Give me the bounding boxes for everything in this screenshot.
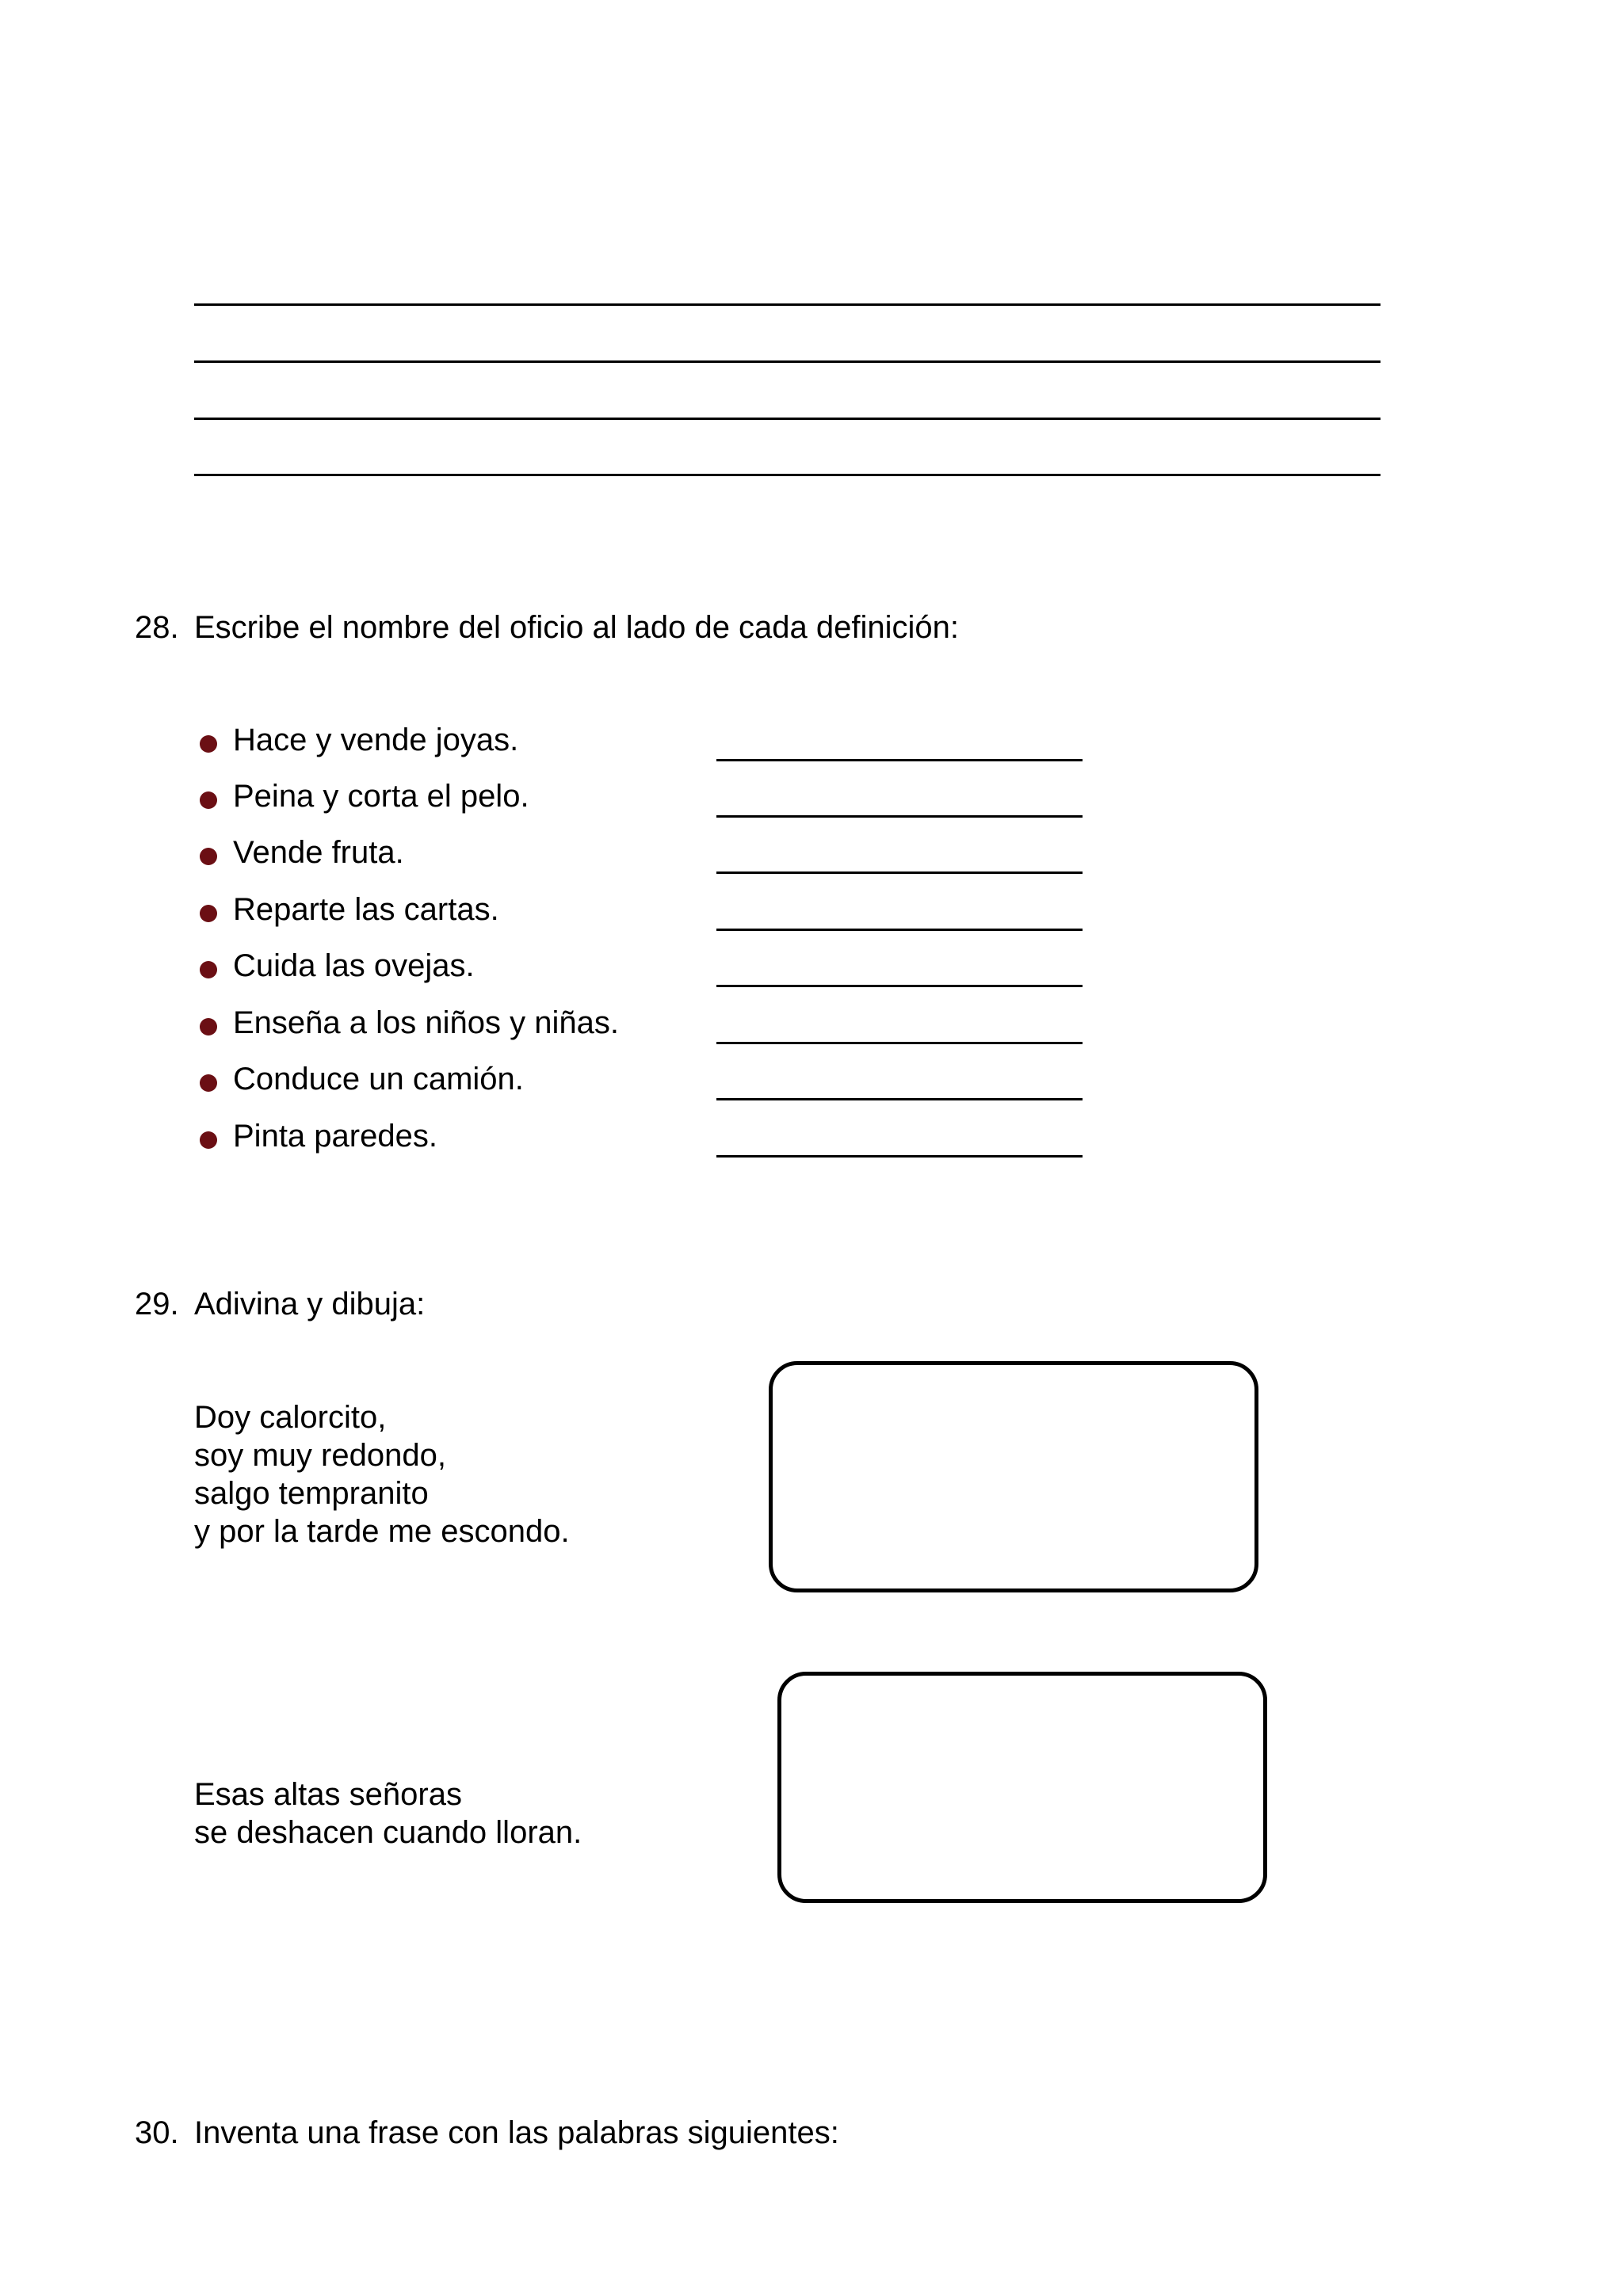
bullet-icon [200, 848, 217, 865]
bullet-icon [200, 735, 217, 753]
answer-line[interactable] [716, 1098, 1083, 1100]
riddle-line: se deshacen cuando lloran. [194, 1815, 582, 1850]
answer-line[interactable] [716, 985, 1083, 987]
riddle-line: Doy calorcito, [194, 1400, 387, 1435]
riddle-line: soy muy redondo, [194, 1438, 446, 1473]
question-instruction: Inventa una frase con las palabras siguientes: [194, 2115, 839, 2150]
writing-line[interactable] [194, 474, 1381, 476]
question-number: 29. [135, 1287, 179, 1322]
answer-line[interactable] [716, 1042, 1083, 1044]
answer-line[interactable] [716, 929, 1083, 931]
list-item [200, 774, 1087, 822]
riddle-line: salgo tempranito [194, 1476, 429, 1511]
bullet-icon [200, 961, 217, 978]
definition-text: Vende fruta. [233, 835, 404, 870]
definition-text: Reparte las cartas. [233, 892, 499, 927]
riddle-clouds [194, 1775, 582, 1852]
bullet-icon [200, 1131, 217, 1149]
bullet-icon [200, 1018, 217, 1035]
list-item [200, 1001, 1087, 1048]
definition-text: Pinta paredes. [233, 1119, 437, 1154]
definition-text: Peina y corta el pelo. [233, 779, 529, 814]
writing-line[interactable] [194, 360, 1381, 363]
list-item [200, 830, 1087, 878]
drawing-box[interactable] [769, 1361, 1258, 1592]
riddle-line: Esas altas señoras [194, 1777, 462, 1812]
question-number: 30. [135, 2115, 179, 2150]
question-instruction: Adivina y dibuja: [194, 1287, 426, 1322]
answer-line[interactable] [716, 815, 1083, 818]
list-item [200, 718, 1087, 765]
question-number: 28. [135, 610, 179, 645]
bullet-icon [200, 1074, 217, 1092]
answer-line[interactable] [716, 871, 1083, 874]
riddle-sun [194, 1398, 570, 1550]
question-instruction: Escribe el nombre del oficio al lado de cada definición: [194, 610, 960, 645]
writing-line[interactable] [194, 303, 1381, 306]
drawing-box[interactable] [777, 1672, 1267, 1903]
list-item [200, 944, 1087, 991]
definition-text: Enseña a los niños y niñas. [233, 1005, 619, 1040]
definition-text: Cuida las ovejas. [233, 948, 475, 983]
bullet-icon [200, 791, 217, 809]
list-item [200, 1114, 1087, 1161]
definition-text: Hace y vende joyas. [233, 723, 519, 757]
writing-line[interactable] [194, 418, 1381, 420]
bullet-icon [200, 905, 217, 922]
list-item [200, 887, 1087, 935]
list-item [200, 1057, 1087, 1104]
definition-text: Conduce un camión. [233, 1062, 524, 1097]
answer-line[interactable] [716, 759, 1083, 761]
riddle-line: y por la tarde me escondo. [194, 1514, 570, 1549]
answer-line[interactable] [716, 1155, 1083, 1158]
